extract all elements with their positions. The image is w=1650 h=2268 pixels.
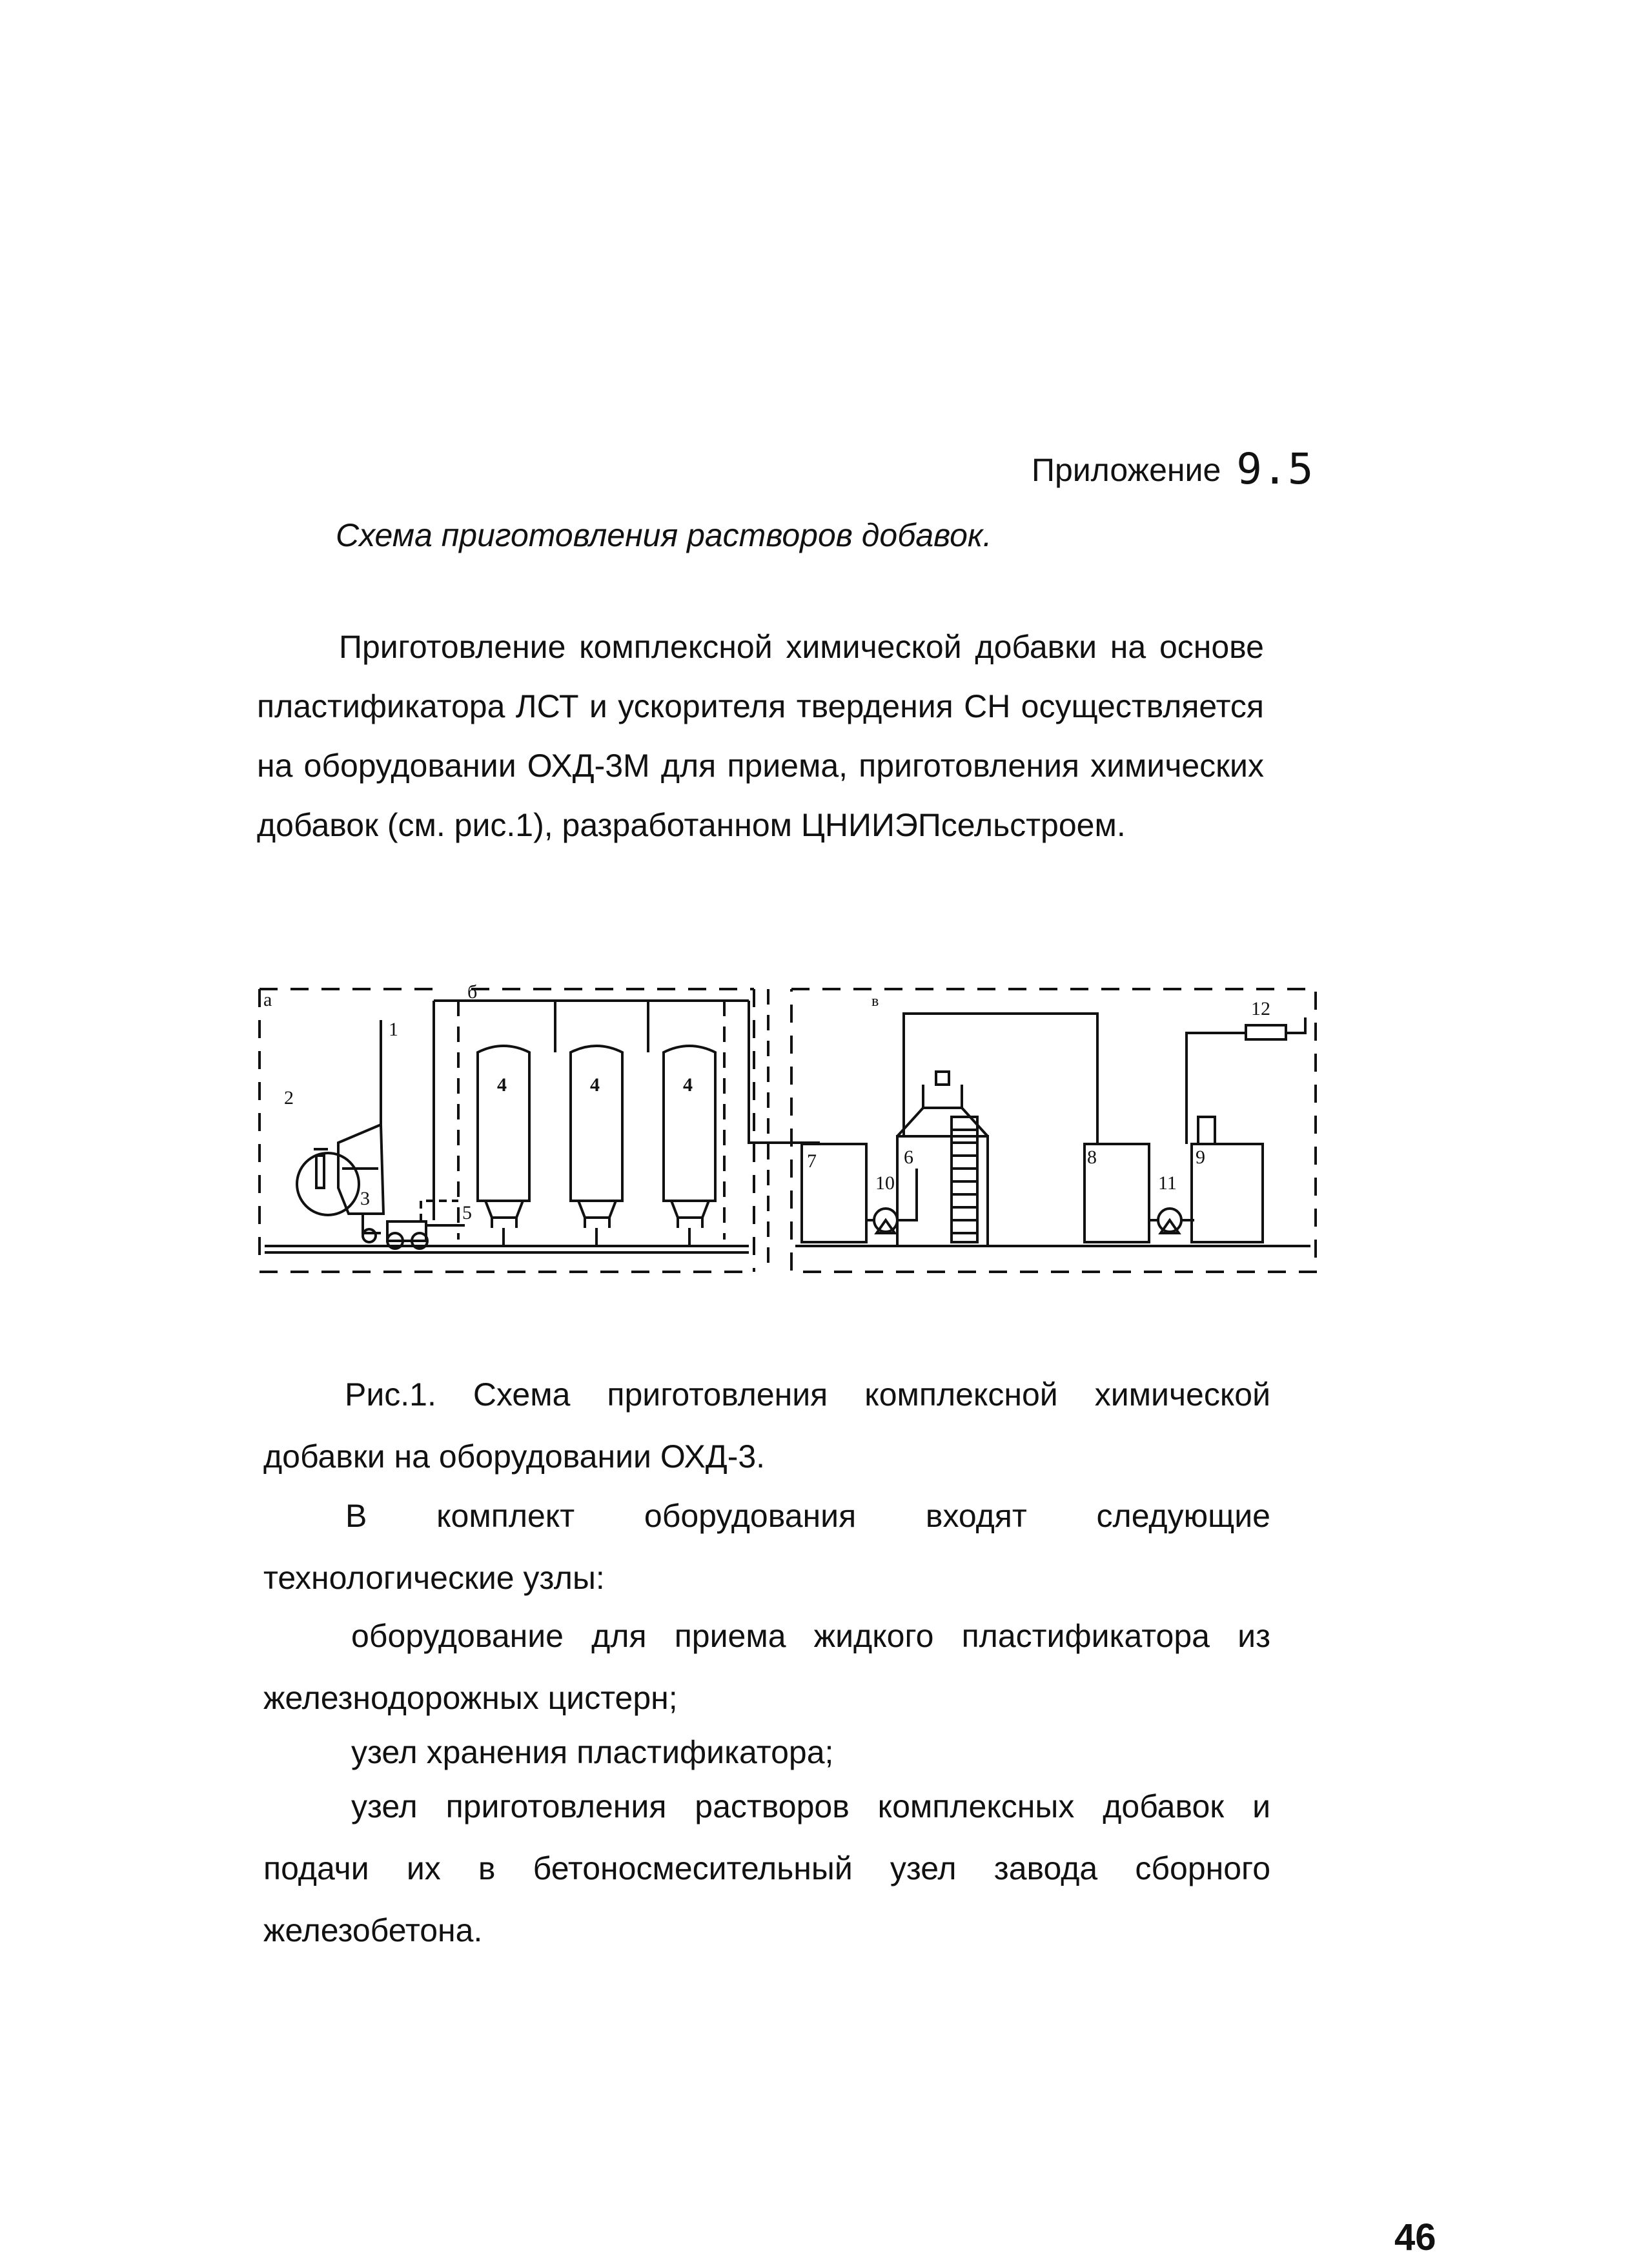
label-section-a: а (263, 989, 272, 1010)
label-2: 2 (284, 1087, 294, 1108)
storage-tank-3 (664, 1046, 715, 1228)
label-3: 3 (360, 1188, 370, 1209)
components-intro: В комплект оборудования входят следующие технологические узлы: (263, 1498, 1270, 1596)
list-item: узел хранения пластификатора; (351, 1734, 834, 1770)
label-4b: 4 (590, 1074, 600, 1096)
section-a-frame (260, 989, 754, 1272)
appendix-header (1032, 444, 1313, 494)
equipment-diagram (252, 975, 1323, 1278)
label-5: 5 (462, 1202, 472, 1223)
label-1: 1 (389, 1019, 398, 1040)
section-title: Схема приготовления растворов добавок. (336, 517, 992, 553)
intro-paragraph: Приготовление комплексной химической добавки на основе пластификатора ЛСТ и ускорителя твердения СН осуществляется на оборудовании ОХД-3М для приема, приготовления химических добавок (см. рис.1), разработанном ЦНИИЭПсельстроем. (257, 629, 1264, 843)
label-7: 7 (807, 1150, 817, 1172)
list-item: оборудование для приема жидкого пластификатора из железнодорожных цистерн; (263, 1618, 1270, 1716)
label-4a: 4 (497, 1074, 507, 1096)
tank-car (297, 1153, 359, 1215)
main-pipeline (265, 1246, 749, 1252)
figure-caption: Рис.1. Схема приготовления комплексной химической добавки на оборудовании ОХД-3. (263, 1376, 1270, 1475)
section-v-frame (791, 989, 1316, 1272)
label-6: 6 (904, 1147, 913, 1168)
appendix-number: 9.5 (1236, 444, 1314, 494)
storage-tank-1 (478, 1046, 529, 1228)
dosing-unit-12 (1246, 1025, 1286, 1039)
label-8: 8 (1087, 1147, 1097, 1168)
storage-tank-2 (571, 1046, 622, 1228)
label-12: 12 (1251, 998, 1270, 1019)
label-4c: 4 (683, 1074, 693, 1096)
appendix-label: Приложение (1032, 452, 1221, 488)
label-9: 9 (1196, 1147, 1205, 1168)
label-11: 11 (1158, 1172, 1177, 1194)
page-number: 46 (1394, 2216, 1436, 2258)
label-section-v: в (871, 993, 879, 1010)
label-10: 10 (875, 1172, 895, 1194)
list-item: узел приготовления растворов комплексных добавок и подачи их в бетоносмесительный узел завода сборного железобетона. (263, 1788, 1270, 1948)
label-6-top: б (467, 981, 478, 1003)
